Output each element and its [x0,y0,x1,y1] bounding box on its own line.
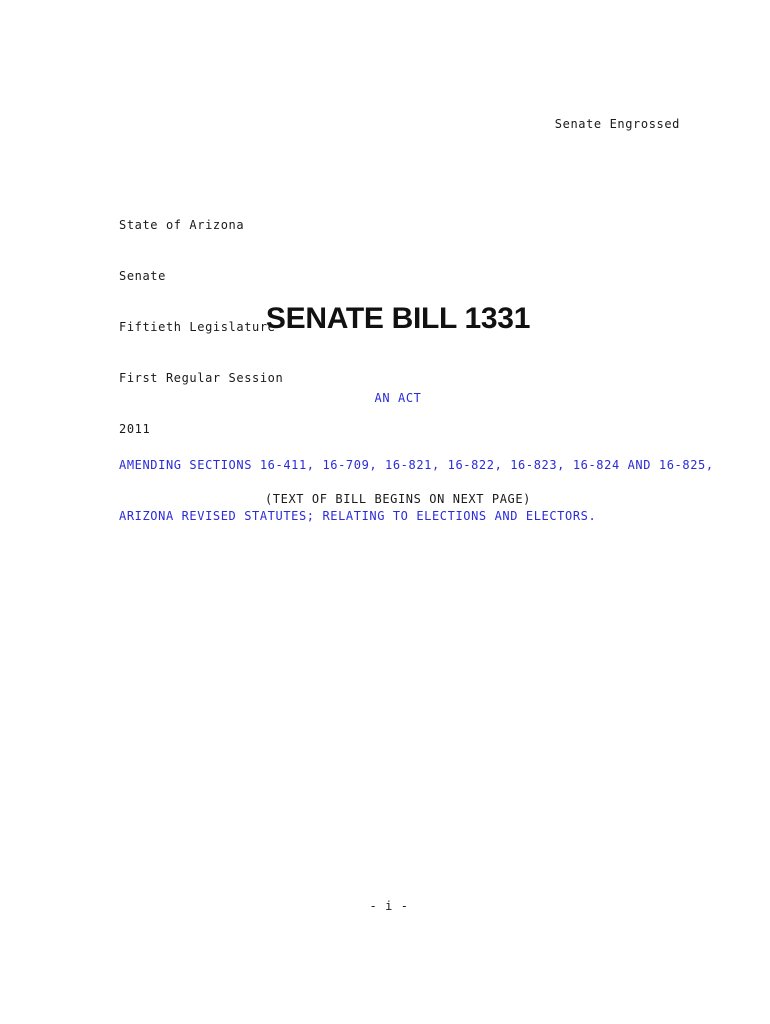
act-label[interactable]: AN ACT [374,391,422,405]
header-state: State of Arizona [119,218,245,232]
header-year: 2011 [119,422,151,436]
text-begins-note: (TEXT OF BILL BEGINS ON NEXT PAGE) [264,492,532,506]
bill-title: SENATE BILL 1331 [265,302,531,335]
act-summary-line[interactable]: AMENDING SECTIONS 16-411, 16-709, 16-821, 16-822, 16-823, 16-824 AND 16-825, [119,458,714,472]
header-legislature: Fiftieth Legislature [119,320,276,334]
engrossed-status: Senate Engrossed [554,117,680,131]
header-session: First Regular Session [119,371,284,385]
act-summary-line[interactable]: ARIZONA REVISED STATUTES; RELATING TO ELECTIONS AND ELECTORS. [119,509,597,523]
page-number: - i - [369,899,409,913]
header-chamber: Senate [119,269,166,283]
